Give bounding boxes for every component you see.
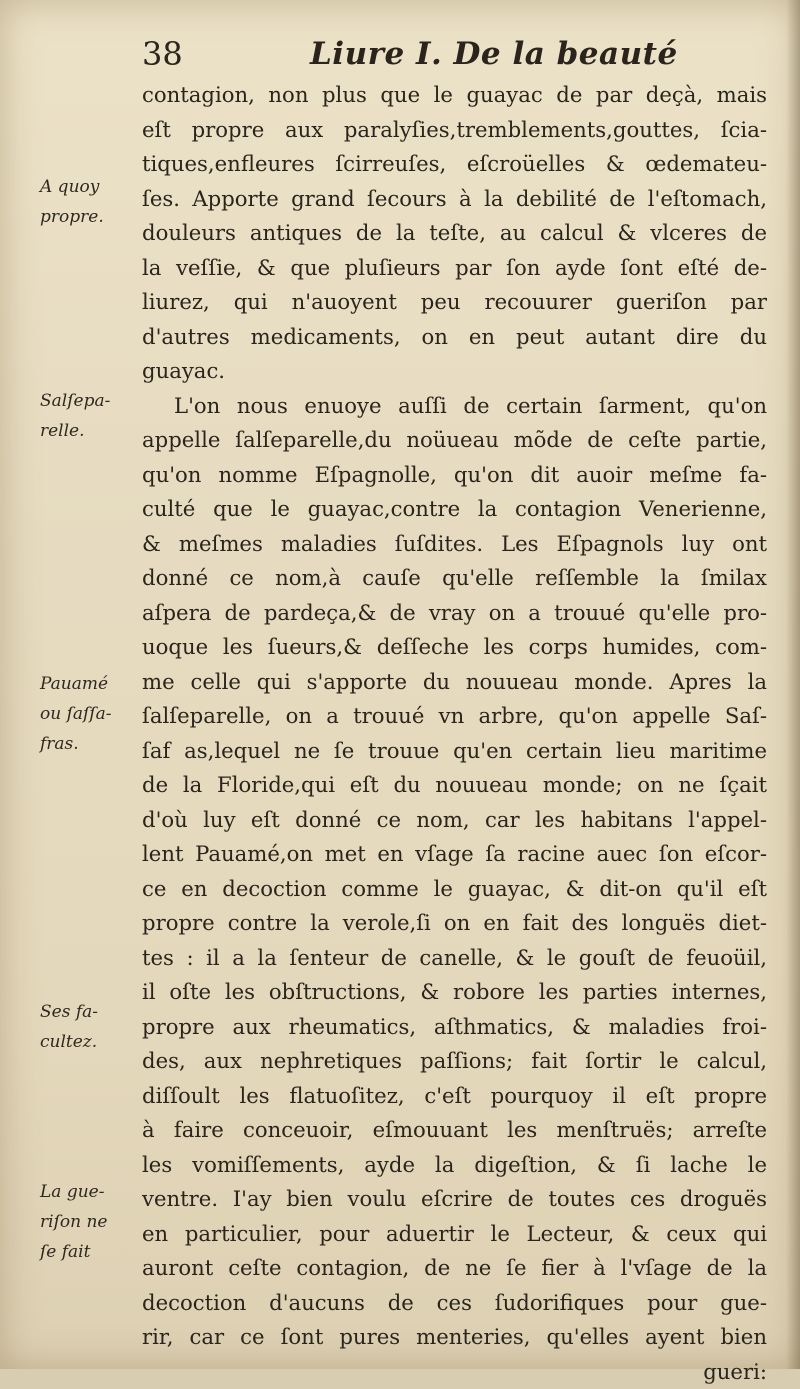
text-line: liurez, qui n'auoyent peu recouurer gueriſon par: [142, 285, 767, 320]
running-head: Liure I. De la beauté: [310, 30, 678, 78]
text-line: il oſte les obſtructions, & robore les parties internes,: [142, 975, 767, 1010]
text-line: auront ceſte contagion, de ne ſe fier à l'vſage de la: [142, 1251, 767, 1286]
text-line: propre aux rheumatics, aſthmatics, & maladies froi-: [142, 1010, 767, 1045]
text-line: tiques,enfleures ſcirreuſes, eſcroüelles & œdemateu-: [142, 147, 767, 182]
text-line: les vomiſſements, ayde la digeſtion, & ſi lache le: [142, 1148, 767, 1183]
text-line: d'autres medicaments, on en peut autant dire du: [142, 320, 767, 355]
text-line: la veſſie, & que pluſieurs par ſon ayde ſont eſté de-: [142, 251, 767, 286]
text-line: guayac.: [142, 354, 767, 389]
note-line: relle.: [40, 416, 110, 446]
note-pauame: [40, 669, 111, 759]
text-line: & meſmes maladies ſuſdites. Les Eſpagnols luy ont: [142, 527, 767, 562]
body-text: [142, 78, 767, 1389]
text-line: contagion, non plus que le guayac de par deçà, mais: [142, 78, 767, 113]
note-line: propre.: [40, 202, 104, 232]
text-line: ſaf as,lequel ne ſe trouue qu'en certain lieu maritime: [142, 734, 767, 769]
text-line: aſpera de pardeça,& de vray on a trouué qu'elle pro-: [142, 596, 767, 631]
text-line: des, aux nephretiques paſſions; fait ſortir le calcul,: [142, 1044, 767, 1079]
text-line: tes : il a la ſenteur de canelle, & le gouſt de feuoüil,: [142, 941, 767, 976]
text-line: ce en decoction comme le guayac, & dit-on qu'il eſt: [142, 872, 767, 907]
text-line: propre contre la verole,ſi on en fait des longuës diet-: [142, 906, 767, 941]
text-line: lent Pauamé,on met en vſage ſa racine auec ſon eſcor-: [142, 837, 767, 872]
note-line: A quoy: [40, 172, 104, 202]
text-line: de la Floride,qui eſt du nouueau monde; on ne ſçait: [142, 768, 767, 803]
text-line: diſſoult les flatuoſitez, c'eſt pourquoy il eſt propre: [142, 1079, 767, 1114]
text-line: appelle ſalſeparelle,du noüueau mõde de ceſte partie,: [142, 423, 767, 458]
text-line: L'on nous enuoye auſſi de certain ſarment, qu'on: [142, 389, 767, 424]
note-salseparelle: [40, 386, 110, 446]
catchword: gueri:: [142, 1355, 767, 1389]
text-line: douleurs antiques de la teſte, au calcul & vlceres de: [142, 216, 767, 251]
note-line: ſe fait: [40, 1237, 107, 1267]
note-line: Ses fa-: [40, 997, 98, 1027]
note-line: ou ſaſſa-: [40, 699, 111, 729]
text-line: ſalſeparelle, on a trouué vn arbre, qu'on appelle Saſ-: [142, 699, 767, 734]
text-line: à faire conceuoir, eſmouuant les menſtruës; arreſte: [142, 1113, 767, 1148]
note-ses-facultez: [40, 997, 98, 1057]
text-line: ſes. Apporte grand ſecours à la debilité de l'eſtomach,: [142, 182, 767, 217]
text-line: eſt propre aux paralyſies,tremblements,gouttes, ſcia-: [142, 113, 767, 148]
note-line: La gue-: [40, 1177, 107, 1207]
page-edge-shadow: [786, 0, 800, 1369]
note-la-guerison: [40, 1177, 107, 1267]
text-line: ventre. I'ay bien voulu eſcrire de toutes ces droguës: [142, 1182, 767, 1217]
text-line: decoction d'aucuns de ces ſudorifiques pour gue-: [142, 1286, 767, 1321]
note-a-quoy-propre: [40, 172, 104, 232]
note-line: Pauamé: [40, 669, 111, 699]
text-line: en particulier, pour aduertir le Lecteur, & ceux qui: [142, 1217, 767, 1252]
text-line: d'où luy eſt donné ce nom, car les habitans l'appel-: [142, 803, 767, 838]
note-line: fras.: [40, 729, 111, 759]
text-line: culté que le guayac,contre la contagion Venerienne,: [142, 492, 767, 527]
text-line: donné ce nom,à cauſe qu'elle reſſemble la ſmilax: [142, 561, 767, 596]
page-header: [0, 30, 800, 78]
text-line: rir, car ce ſont pures menteries, qu'elles ayent bien: [142, 1320, 767, 1355]
note-line: riſon ne: [40, 1207, 107, 1237]
text-line: me celle qui s'apporte du nouueau monde. Apres la: [142, 665, 767, 700]
note-line: Salſepa-: [40, 386, 110, 416]
note-line: cultez.: [40, 1027, 98, 1057]
text-line: uoque les ſueurs,& deſſeche les corps humides, com-: [142, 630, 767, 665]
text-line: qu'on nomme Eſpagnolle, qu'on dit auoir meſme fa-: [142, 458, 767, 493]
page-number: 38: [142, 30, 183, 78]
